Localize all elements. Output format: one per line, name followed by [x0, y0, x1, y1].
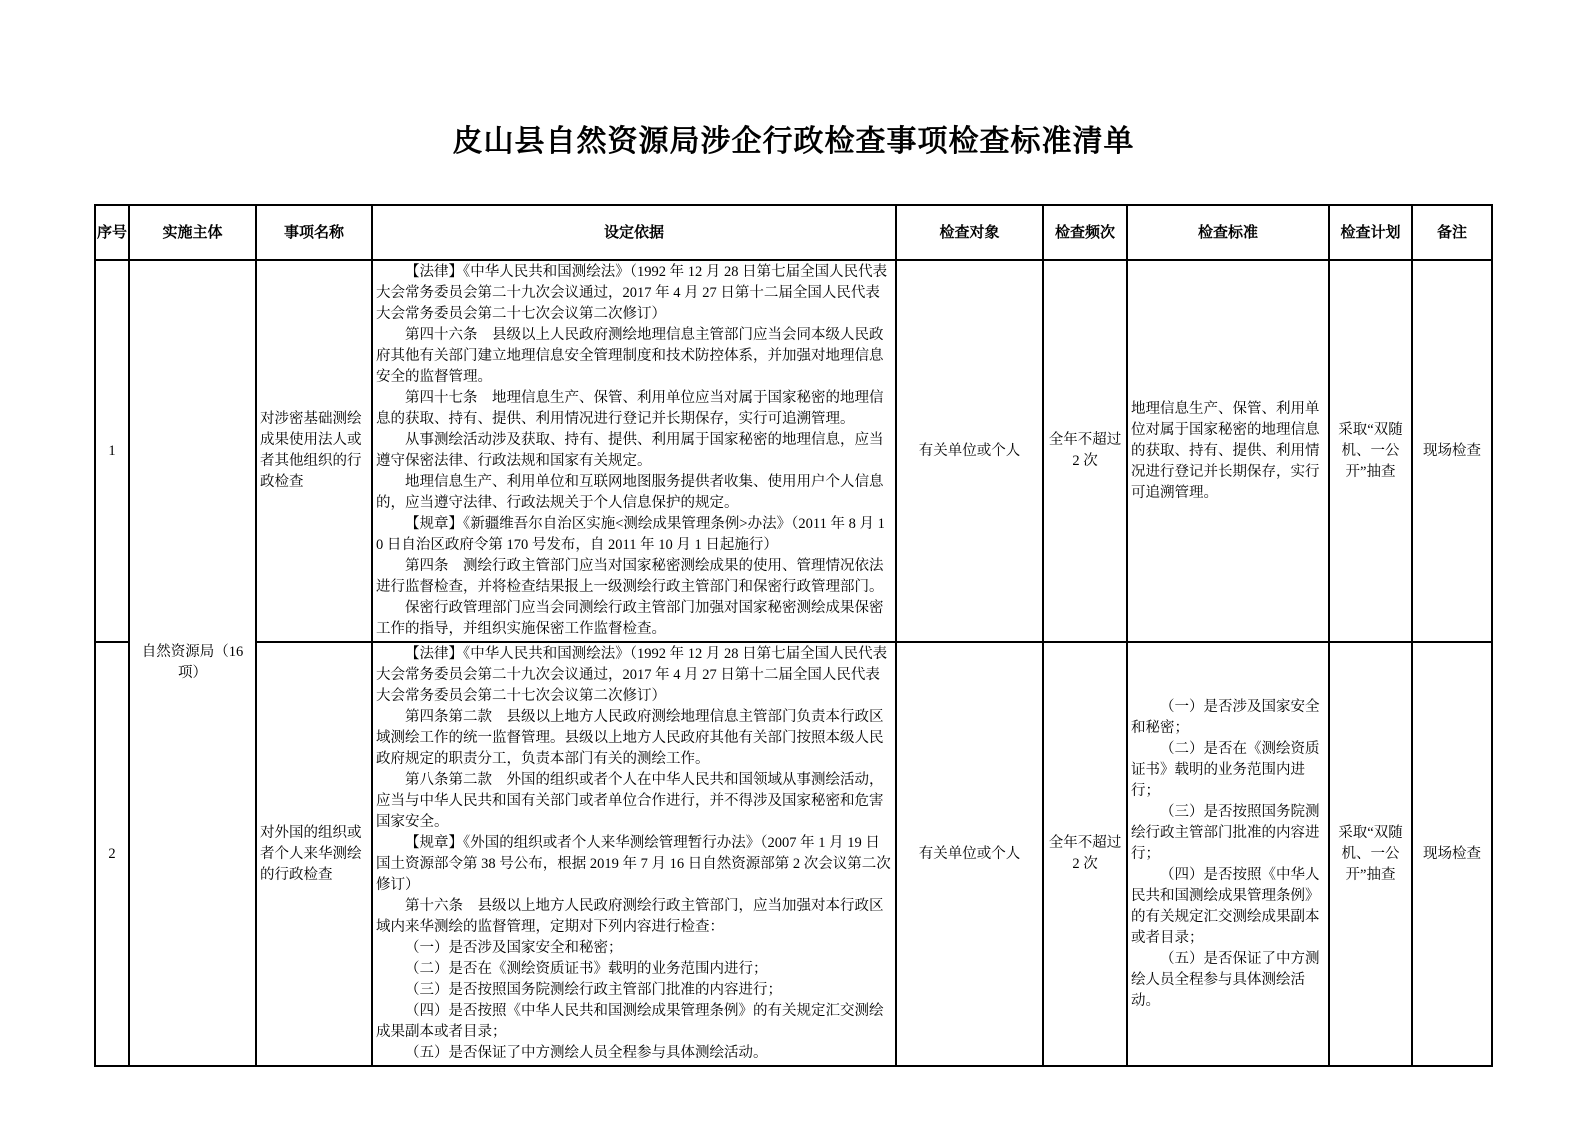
- col-header-inspection-frequency: 检查频次: [1043, 205, 1127, 260]
- col-header-basis: 设定依据: [372, 205, 896, 260]
- paragraph: （四）是否按照《中华人民共和国测绘成果管理条例》的有关规定汇交测绘成果副本或者目录；: [1131, 866, 1320, 946]
- paragraph: （一）是否涉及国家安全和秘密；: [1131, 698, 1320, 736]
- inspection-standard-cell: [1127, 260, 1329, 642]
- remark-cell: 现场检查: [1412, 642, 1492, 1066]
- paragraph: （三）是否按照国务院测绘行政主管部门批准的内容进行；: [405, 982, 782, 998]
- paragraph: （五）是否保证了中方测绘人员全程参与具体测绘活动。: [405, 1045, 768, 1061]
- inspection-standards-table: [94, 204, 1493, 1067]
- inspection-standard-cell: [1127, 642, 1329, 1066]
- paragraph: （一）是否涉及国家安全和秘密；: [405, 940, 623, 956]
- item-name-cell: 对涉密基础测绘成果使用法人或者其他组织的行政检查: [256, 260, 372, 642]
- basis-cell: [372, 260, 896, 642]
- index-cell: 2: [95, 642, 129, 1066]
- paragraph: （三）是否按照国务院测绘行政主管部门批准的内容进行；: [1131, 803, 1320, 862]
- implementing-body-cell: 自然资源局（16 项）: [129, 260, 256, 1066]
- table-row: [95, 642, 1492, 1066]
- paragraph: 第四条 测绘行政主管部门应当对国家秘密测绘成果的使用、管理情况依法进行监督检查，并将检查结果报上一级测绘行政主管部门和保密行政管理部门。: [376, 558, 884, 595]
- paragraph: 【规章】《新疆维吾尔自治区实施<测绘成果管理条例>办法》（2011 年 8 月 10 日自治区政府令第 170 号发布，自 2011 年 10 月 1 日起施行）: [376, 516, 885, 553]
- header-row: [95, 205, 1492, 260]
- index-cell: 1: [95, 260, 129, 642]
- table-row: [95, 260, 1492, 642]
- paragraph: 从事测绘活动涉及获取、持有、提供、利用属于国家秘密的地理信息，应当遵守保密法律、行政法规和国家有关规定。: [376, 432, 884, 469]
- paragraph: 第十六条 县级以上地方人民政府测绘行政主管部门，应当加强对本行政区域内来华测绘的监督管理，定期对下列内容进行检查：: [376, 898, 884, 935]
- paragraph: 保密行政管理部门应当会同测绘行政主管部门加强对国家秘密测绘成果保密工作的指导，并组织实施保密工作监督检查。: [376, 600, 884, 637]
- paragraph: 第四条第二款 县级以上地方人民政府测绘地理信息主管部门负责本行政区域测绘工作的统一监督管理。县级以上地方人民政府其他有关部门按照本级人民政府规定的职责分工，负责本部门有关的测绘工作。: [376, 709, 884, 767]
- col-header-index: 序号: [95, 205, 129, 260]
- remark-cell: 现场检查: [1412, 260, 1492, 642]
- paragraph: 第四十七条 地理信息生产、保管、利用单位应当对属于国家秘密的地理信息的获取、持有、提供、利用情况进行登记并长期保存，实行可追溯管理。: [376, 390, 884, 427]
- paragraph: 【规章】《外国的组织或者个人来华测绘管理暂行办法》（2007 年 1 月 19 日国土资源部令第 38 号公布，根据 2019 年 7 月 16 日自然资源部第 2 次会议第二次修订）: [376, 835, 891, 893]
- item-name-cell: 对外国的组织或者个人来华测绘的行政检查: [256, 642, 372, 1066]
- paragraph: 地理信息生产、利用单位和互联网地图服务提供者收集、使用用户个人信息的，应当遵守法律、行政法规关于个人信息保护的规定。: [376, 474, 884, 511]
- document-title: 皮山县自然资源局涉企行政检查事项检查标准清单: [452, 125, 1135, 158]
- paragraph: 【法律】《中华人民共和国测绘法》（1992 年 12 月 28 日第七届全国人民代表大会常务委员会第二十九次会议通过，2017 年 4 月 27 日第十二届全国人民代表大会常务委员会第二十七次会议第二次修订）: [376, 264, 888, 322]
- inspection-plan-cell: 采取“双随机、一公开”抽查: [1329, 260, 1412, 642]
- col-header-implementing-body: 实施主体: [129, 205, 256, 260]
- col-header-inspection-standard: 检查标准: [1127, 205, 1329, 260]
- paragraph: （五）是否保证了中方测绘人员全程参与具体测绘活动。: [1131, 950, 1320, 1009]
- basis-cell: [372, 642, 896, 1066]
- paragraph: （四）是否按照《中华人民共和国测绘成果管理条例》的有关规定汇交测绘成果副本或者目录；: [376, 1003, 884, 1040]
- inspection-frequency-cell: 全年不超过 2 次: [1043, 260, 1127, 642]
- paragraph: 第四十六条 县级以上人民政府测绘地理信息主管部门应当会同本级人民政府其他有关部门建立地理信息安全管理制度和技术防控体系，并加强对地理信息安全的监督管理。: [376, 327, 884, 385]
- inspection-plan-cell: 采取“双随机、一公开”抽查: [1329, 642, 1412, 1066]
- inspection-frequency-cell: 全年不超过 2 次: [1043, 642, 1127, 1066]
- col-header-inspection-plan: 检查计划: [1329, 205, 1412, 260]
- paragraph: 地理信息生产、保管、利用单位对属于国家秘密的地理信息的获取、持有、提供、利用情况进行登记并长期保存，实行可追溯管理。: [1131, 400, 1320, 501]
- paragraph: （二）是否在《测绘资质证书》载明的业务范围内进行；: [1131, 740, 1320, 799]
- paragraph: （二）是否在《测绘资质证书》载明的业务范围内进行；: [405, 961, 768, 977]
- inspection-object-cell: 有关单位或个人: [896, 642, 1043, 1066]
- paragraph: 【法律】《中华人民共和国测绘法》（1992 年 12 月 28 日第七届全国人民代表大会常务委员会第二十九次会议通过，2017 年 4 月 27 日第十二届全国人民代表大会常务委员会第二十七次会议第二次修订）: [376, 646, 888, 704]
- col-header-remark: 备注: [1412, 205, 1492, 260]
- inspection-object-cell: 有关单位或个人: [896, 260, 1043, 642]
- paragraph: 第八条第二款 外国的组织或者个人在中华人民共和国领域从事测绘活动，应当与中华人民共和国有关部门或者单位合作进行，并不得涉及国家秘密和危害国家安全。: [376, 772, 884, 830]
- col-header-inspection-object: 检查对象: [896, 205, 1043, 260]
- col-header-item-name: 事项名称: [256, 205, 372, 260]
